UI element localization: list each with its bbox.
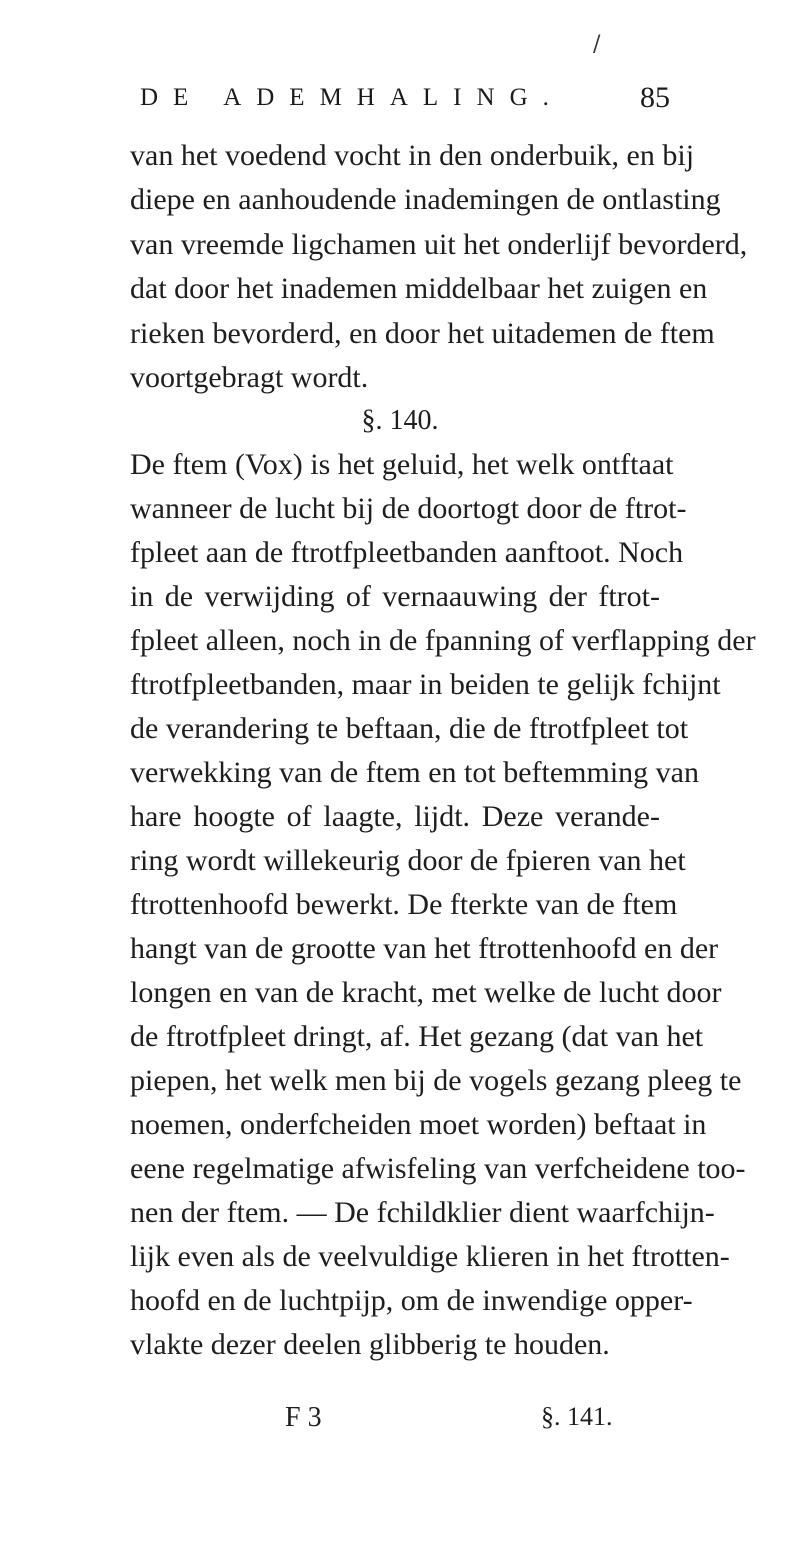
text-line: fpleet alleen, noch in de fpanning of verflapping der [130,624,756,657]
text-line: diepe en aanhoudende inademingen de ontlasting [130,183,721,216]
text-line: dat door het inademen middelbaar het zuigen en [130,272,708,305]
stray-mark: / [593,32,601,57]
section-heading: §. 140. [361,405,439,436]
text-line: rieken bevorderd, en door het uitademen de ftem [130,317,715,350]
running-head: DE ADEMHALING. [140,84,564,111]
text-line: van vreemde ligchamen uit het onderlijf bevorderd, [130,228,748,261]
text-line: De ftem (Vox) is het geluid, het welk ontftaat [130,448,674,481]
text-line: in de verwijding of vernaauwing der ftrot- [130,580,660,613]
text-line: lijk even als de veelvuldige klieren in het ftrotten- [130,1240,730,1273]
text-line: wanneer de lucht bij de doortogt door de ftrot- [130,492,687,525]
catchword: §. 141. [541,1402,613,1431]
text-line: de verandering te beftaan, die de ftrotfpleet tot [130,712,689,745]
text-line: piepen, het welk men bij de vogels gezang pleeg te [130,1064,742,1097]
text-line: ring wordt willekeurig door de fpieren van het [130,844,686,877]
text-line: verwekking van de ftem en tot beftemming van [130,756,699,789]
text-line: van het voedend vocht in den onderbuik, en bij [130,139,695,172]
text-line: ftrotfpleetbanden, maar in beiden te gelijk fchijnt [130,668,721,701]
text-line: eene regelmatige afwisfeling van verfcheidene too- [130,1152,746,1185]
text-line: hare hoogte of laagte, lijdt. Deze verande- [130,800,660,833]
text-line: voortgebragt wordt. [130,361,369,394]
signature-mark: F 3 [285,1402,322,1433]
text-line: longen en van de kracht, met welke de lucht door [130,976,722,1009]
text-line: fpleet aan de ftrotfpleetbanden aanftoot. Noch [130,536,684,569]
text-line: de ftrotfpleet dringt, af. Het gezang (dat van het [130,1020,704,1053]
page-number: 85 [640,81,670,114]
text-line: nen der ftem. — De fchildklier dient waarfchijn- [130,1196,715,1229]
text-line: ftrottenhoofd bewerkt. De fterkte van de ftem [130,888,678,921]
text-line: hoofd en de luchtpijp, om de inwendige opper- [130,1284,693,1317]
text-line: noemen, onderfcheiden moet worden) beftaat in [130,1108,707,1141]
text-line: hangt van de grootte van het ftrottenhoofd en der [130,932,719,965]
text-line: vlakte dezer deelen glibberig te houden. [130,1328,610,1361]
